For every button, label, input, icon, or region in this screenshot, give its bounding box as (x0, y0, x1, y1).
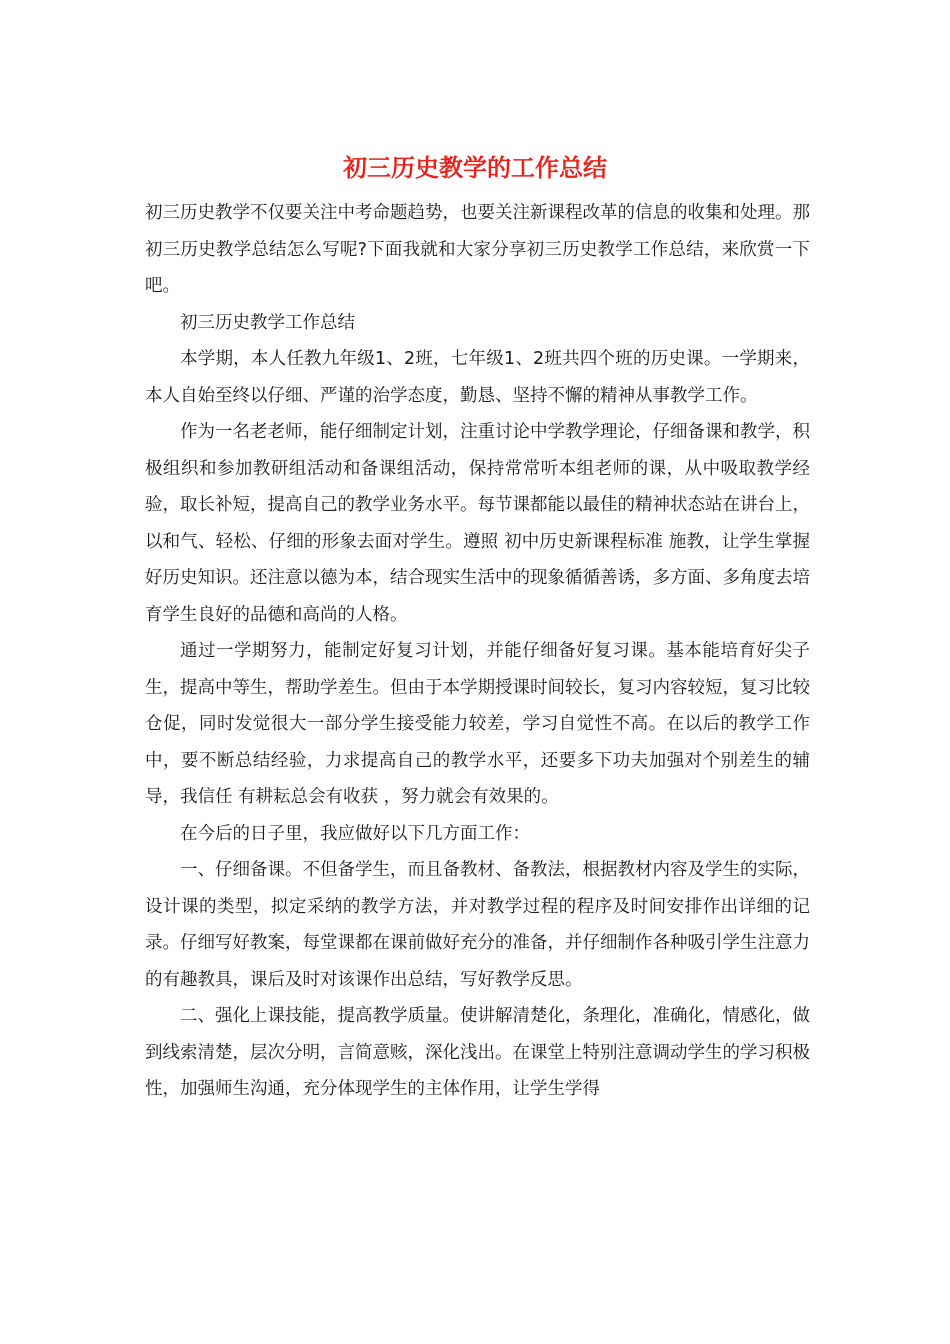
body-paragraph: 在今后的日子里，我应做好以下几方面工作： (180, 823, 530, 844)
body-paragraph: 一、仔细备课。不但备学生，而且备教材、备教法，根据教材内容及学生的实际，设计课的类型，拟定采纳的教学方法，并对教学过程的程序及时间安排作出详细的记录。仔细写好教案，每堂课都在课前做好充分的准备，并仔细制作各种吸引学生注意力的有趣教具，课后及时对该课作出总结，写好教学反思。 (145, 860, 810, 990)
body-paragraph: 二、强化上课技能，提高教学质量。使讲解清楚化，条理化，准确化，情感化，做到线索清楚，层次分明，言简意赅，深化浅出。在课堂上特别注意调动学生的学习积极性，加强师生沟通，充分体现学生的主体作用，让学生学得 (145, 1006, 810, 1099)
body-paragraph: 作为一名老老师，能仔细制定计划，注重讨论中学教学理论，仔细备课和教学，积极组织和参加教研组活动和备课组活动，保持常常听本组老师的课，从中吸取教学经验，取长补短，提高自己的教学业务水平。每节课都能以最佳的精神状态站在讲台上，以和气、轻松、仔细的形象去面对学生。遵照 初中历史新课程标准 施教，让学生掌握好历史知识。还注意以德为本，结合现实生活中的现象循循善诱，多方面、多角度去培育学生良好的品德和高尚的人格。 (145, 422, 810, 625)
body-paragraph: 本学期，本人任教九年级1、2班，七年级1、2班共四个班的历史课。一学期来，本人自始至终以仔细、严谨的治学态度，勤恳、坚持不懈的精神从事教学工作。 (145, 349, 810, 406)
document-title: 初三历史教学的工作总结 (343, 153, 607, 182)
body-paragraph: 通过一学期努力，能制定好复习计划，并能仔细备好复习课。基本能培育好尖子生，提高中等生，帮助学差生。但由于本学期授课时间较长，复习内容较短，复习比较仓促，同时发觉很大一部分学生接受能力较差，学习自觉性不高。在以后的教学工作中，要不断总结经验，力求提高自己的教学水平，还要多下功夫加强对个别差生的辅导，我信任 有耕耘总会有收获 ，努力就会有效果的。 (145, 641, 810, 807)
body-paragraph: 初三历史教学工作总结 (180, 312, 355, 333)
body-paragraph: 初三历史教学不仅要关注中考命题趋势，也要关注新课程改革的信息的收集和处理。那初三历史教学总结怎么写呢?下面我就和大家分享初三历史教学工作总结，来欣赏一下吧。 (145, 203, 810, 296)
document-body (145, 195, 810, 1108)
